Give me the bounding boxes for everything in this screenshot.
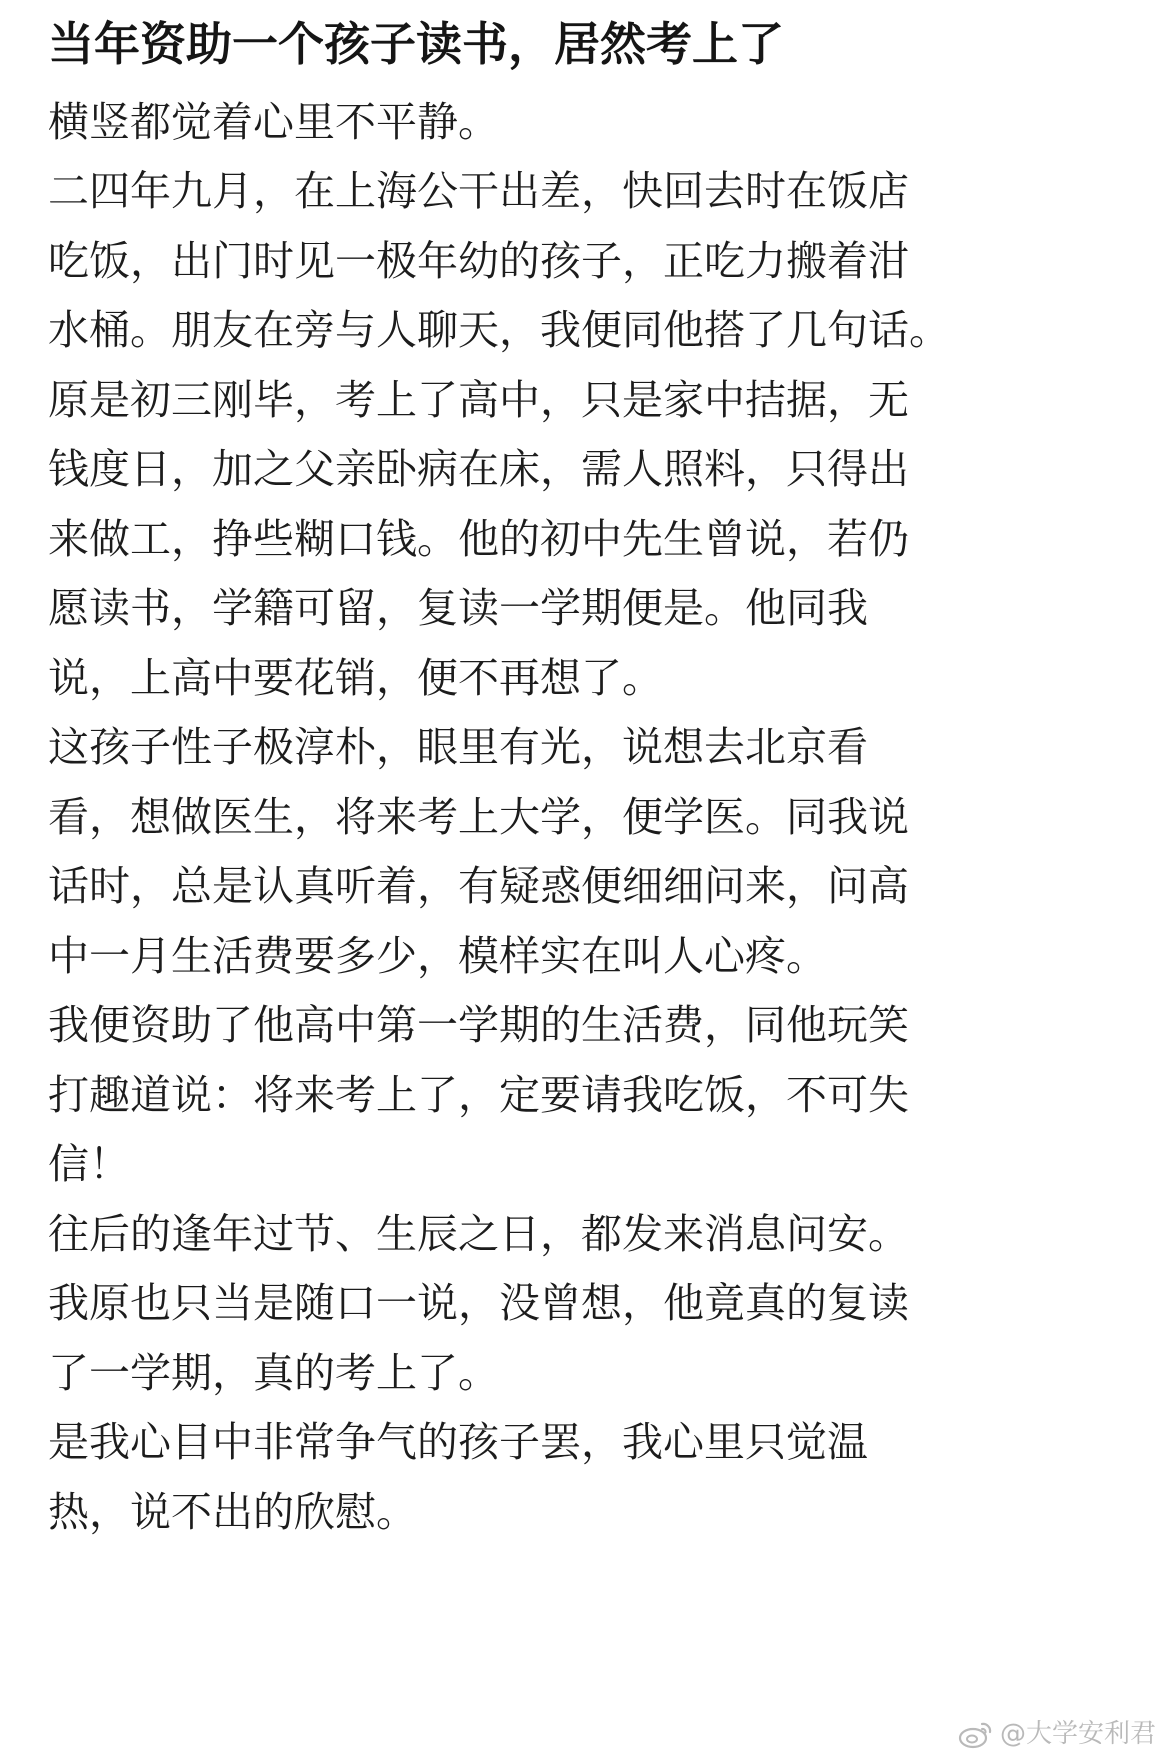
text-line: 吃饭，出门时见一极年幼的孩子，正吃力搬着泔 xyxy=(48,237,909,285)
text-line: 是我心目中非常争气的孩子罢，我心里只觉温 xyxy=(48,1418,868,1466)
text-line: 打趣道说：将来考上了，定要请我吃饭，不可失 xyxy=(48,1071,909,1119)
text-line: 中一月生活费要多少，模样实在叫人心疼。 xyxy=(48,932,827,980)
text-line: 二四年九月，在上海公干出差，快回去时在饭店 xyxy=(48,167,909,215)
text-line: 往后的逢年过节、生辰之日，都发来消息问安。 xyxy=(48,1210,909,1258)
watermark-text: @大学安利君 xyxy=(999,1719,1156,1749)
text-line: 水桶。朋友在旁与人聊天，我便同他搭了几句话。 xyxy=(48,306,950,354)
text-line: 话时，总是认真听着，有疑惑便细细问来，问高 xyxy=(48,862,909,910)
text-line: 说，上高中要花销，便不再想了。 xyxy=(48,654,663,702)
text-line: 这孩子性子极淳朴，眼里有光，说想去北京看 xyxy=(48,723,868,771)
text-line: 原是初三刚毕，考上了高中，只是家中拮据，无 xyxy=(48,376,909,424)
text-line: 愿读书，学籍可留，复读一学期便是。他同我 xyxy=(48,584,868,632)
text-line: 钱度日，加之父亲卧病在床，需人照料，只得出 xyxy=(48,445,909,493)
post-title: 当年资助一个孩子读书，居然考上了 xyxy=(48,17,784,71)
weibo-logo-icon xyxy=(958,1719,994,1749)
text-line: 横竖都觉着心里不平静。 xyxy=(48,98,499,146)
text-line: 热，说不出的欣慰。 xyxy=(48,1488,417,1536)
text-line: 来做工，挣些糊口钱。他的初中先生曾说，若仍 xyxy=(48,515,909,563)
text-line: 信！ xyxy=(48,1140,130,1188)
text-line: 了一学期，真的考上了。 xyxy=(48,1349,499,1397)
text-line: 我便资助了他高中第一学期的生活费，同他玩笑 xyxy=(48,1001,909,1049)
text-line: 我原也只当是随口一说，没曾想，他竟真的复读 xyxy=(48,1279,909,1327)
weibo-watermark xyxy=(958,1716,1156,1752)
text-line: 看，想做医生，将来考上大学，便学医。同我说 xyxy=(48,793,909,841)
